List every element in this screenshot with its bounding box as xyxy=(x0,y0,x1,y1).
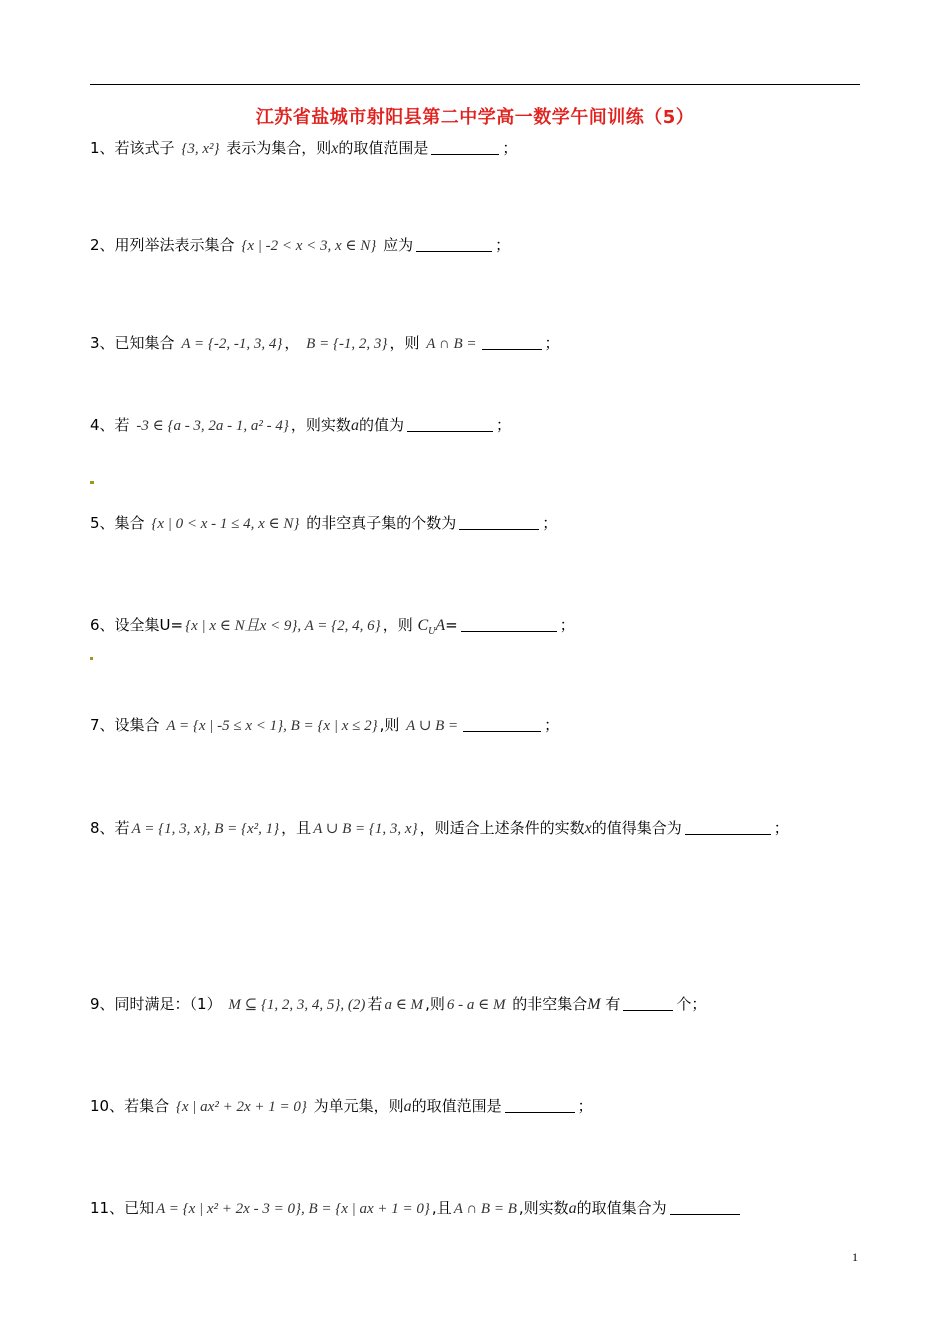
math-variable: a xyxy=(403,1098,412,1115)
answer-blank[interactable] xyxy=(459,513,539,530)
question-text: ,则实数 xyxy=(518,1199,569,1217)
header-rule xyxy=(90,84,860,85)
answer-blank[interactable] xyxy=(505,1096,575,1113)
question-9 xyxy=(90,991,706,1018)
question-1 xyxy=(90,135,517,162)
math-variable: x xyxy=(331,140,339,157)
question-text: 若 xyxy=(367,995,383,1013)
question-text: 为单元集，则 xyxy=(313,1097,404,1115)
question-text: ,则 xyxy=(425,995,445,1013)
math-expression: A ∪ B = {1, 3, x} xyxy=(313,821,418,837)
math-expression: {x | -2 < x < 3, x ∈ N} xyxy=(241,238,377,254)
question-5 xyxy=(90,510,557,537)
question-text: 已知 xyxy=(124,1199,155,1217)
question-end: ； xyxy=(559,616,575,634)
math-expression: A ∩ B = B xyxy=(453,1201,517,1217)
math-expression: -3 ∈ {a - 3, 2a - 1, a² - 4} xyxy=(136,418,289,434)
question-text: 的值得集合为 xyxy=(591,819,682,837)
question-text: 的非空真子集的个数为 xyxy=(306,514,457,532)
question-text: 设全集U= xyxy=(114,616,184,634)
question-11 xyxy=(90,1195,743,1222)
math-expression: A = {x | -5 ≤ x < 1}, B = {x | x ≤ 2} xyxy=(166,718,378,734)
question-end: ； xyxy=(544,716,560,734)
question-text: 的取值范围是 xyxy=(411,1097,502,1115)
math-expression: A ∪ B = xyxy=(406,718,459,734)
question-4 xyxy=(90,412,511,439)
math-variable: M xyxy=(587,996,601,1013)
question-text: ，且 xyxy=(281,819,312,837)
question-end: ； xyxy=(495,416,511,434)
question-10 xyxy=(90,1093,593,1120)
stray-mark xyxy=(90,657,93,660)
math-variable: a xyxy=(568,1200,577,1217)
question-number: 1、 xyxy=(90,139,115,157)
question-text: 若集合 xyxy=(124,1097,170,1115)
question-number: 8、 xyxy=(90,819,115,837)
math-variable: A xyxy=(435,617,446,634)
question-text: ， xyxy=(284,334,300,352)
question-text: ,则 xyxy=(379,716,400,734)
math-expression: {x | x ∈ N且x < 9}, A = {2, 4, 6} xyxy=(185,618,381,634)
question-text: ，则适合上述条件的实数 xyxy=(419,819,585,837)
answer-blank[interactable] xyxy=(623,994,673,1011)
question-end: 个； xyxy=(676,995,707,1013)
question-8 xyxy=(90,815,789,842)
answer-blank[interactable] xyxy=(670,1198,740,1215)
answer-blank[interactable] xyxy=(431,138,499,155)
answer-blank[interactable] xyxy=(463,715,541,732)
question-text: 已知集合 xyxy=(114,334,175,352)
math-variable: a xyxy=(350,417,359,434)
question-2 xyxy=(90,232,510,259)
math-expression: {3, x²} xyxy=(181,141,220,157)
question-text: 的值为 xyxy=(358,416,404,434)
math-subscript: U xyxy=(428,626,436,637)
math-expression: a ∈ M xyxy=(384,997,424,1013)
question-text: 若 xyxy=(114,819,130,837)
question-end: ； xyxy=(502,139,518,157)
question-end: ； xyxy=(495,236,511,254)
math-expression: {x | 0 < x - 1 ≤ 4, x ∈ N} xyxy=(151,516,300,532)
question-text: 表示为集合，则 xyxy=(226,139,332,157)
question-text: 应为 xyxy=(383,236,414,254)
question-text: 的取值范围是 xyxy=(338,139,429,157)
question-text: 若 xyxy=(114,416,130,434)
question-number: 5、 xyxy=(90,514,115,532)
answer-blank[interactable] xyxy=(416,235,492,252)
math-expression: B = {-1, 2, 3} xyxy=(306,336,388,352)
question-text: ，则实数 xyxy=(290,416,351,434)
question-text: 用列举法表示集合 xyxy=(114,236,235,254)
question-number: 2、 xyxy=(90,236,115,254)
question-text: ，则 xyxy=(382,616,413,634)
question-text: 的取值集合为 xyxy=(576,1199,667,1217)
math-expression: {x | ax² + 2x + 1 = 0} xyxy=(175,1099,307,1115)
question-text: 设集合 xyxy=(114,716,160,734)
question-text: 集合 xyxy=(114,514,145,532)
question-number: 4、 xyxy=(90,416,115,434)
math-expression: A = {1, 3, x}, B = {x², 1} xyxy=(131,821,280,837)
answer-blank[interactable] xyxy=(685,818,771,835)
document-title: 江苏省盐城市射阳县第二中学高一数学午间训练（5） xyxy=(255,107,695,128)
question-7 xyxy=(90,712,559,739)
question-number: 10、 xyxy=(90,1097,125,1115)
question-number: 3、 xyxy=(90,334,115,352)
question-end: ； xyxy=(773,819,789,837)
math-variable: C xyxy=(417,617,429,634)
answer-blank[interactable] xyxy=(407,415,493,432)
question-text: 的非空集合 xyxy=(512,995,588,1013)
page-number: 1 xyxy=(852,1250,858,1264)
question-text: ，则 xyxy=(389,334,420,352)
math-expression: A ∩ B = xyxy=(426,336,477,352)
stray-mark xyxy=(90,481,94,484)
math-expression: 6 - a ∈ M xyxy=(446,997,506,1013)
question-end: ； xyxy=(542,514,558,532)
question-end: ； xyxy=(544,334,560,352)
math-expression: A = {x | x² + 2x - 3 = 0}, B = {x | ax + 1 = 0} xyxy=(156,1201,430,1217)
question-text: 同时满足：（1） xyxy=(114,995,222,1013)
question-text: 有 xyxy=(605,995,621,1013)
question-3 xyxy=(90,330,560,357)
question-text: 若该式子 xyxy=(114,139,175,157)
math-variable: x xyxy=(584,820,592,837)
question-number: 11、 xyxy=(90,1199,125,1217)
answer-blank[interactable] xyxy=(461,615,557,632)
math-expression: A = {-2, -1, 3, 4} xyxy=(181,336,283,352)
question-number: 7、 xyxy=(90,716,115,734)
question-6 xyxy=(90,612,575,645)
question-text: ,且 xyxy=(431,1199,452,1217)
answer-blank[interactable] xyxy=(482,333,542,350)
question-number: 6、 xyxy=(90,616,115,634)
question-end: ； xyxy=(577,1097,593,1115)
math-expression: M ⊆ {1, 2, 3, 4, 5}, (2) xyxy=(228,997,366,1013)
question-number: 9、 xyxy=(90,995,115,1013)
question-text: = xyxy=(445,616,458,634)
